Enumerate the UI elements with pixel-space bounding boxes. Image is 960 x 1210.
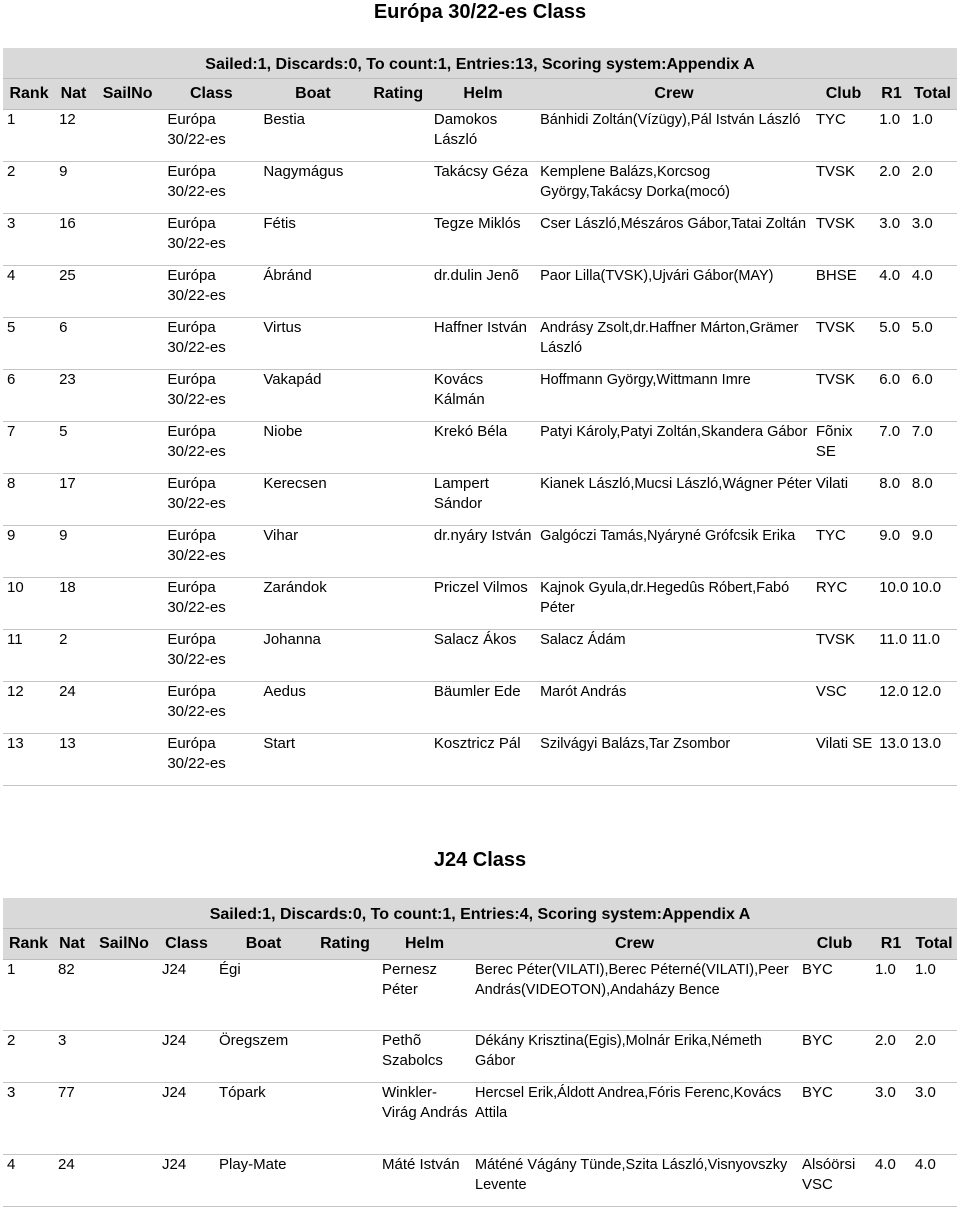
table-body xyxy=(3,960,957,1207)
total-cell: 11.0 xyxy=(908,630,957,682)
nat-cell: 17 xyxy=(55,474,92,526)
crew-cell: Kemplene Balázs,Korcsog György,Takácsy Dorka(mocó) xyxy=(536,162,812,214)
class-cell: Európa 30/22-es xyxy=(163,370,259,422)
boat-cell: Kerecsen xyxy=(259,474,366,526)
class-cell: Európa 30/22-es xyxy=(163,474,259,526)
rating-cell xyxy=(367,682,430,734)
sailno-cell xyxy=(92,162,163,214)
total-cell: 10.0 xyxy=(908,578,957,630)
helm-cell: Pethõ Szabolcs xyxy=(378,1031,471,1083)
boat-cell: Zarándok xyxy=(259,578,366,630)
class-cell: J24 xyxy=(158,1031,215,1083)
club-cell: TYC xyxy=(812,526,875,578)
helm-cell: Krekó Béla xyxy=(430,422,536,474)
column-header-club: Club xyxy=(812,79,875,110)
boat-cell: Virtus xyxy=(259,318,366,370)
crew-cell: Cser László,Mészáros Gábor,Tatai Zoltán xyxy=(536,214,812,266)
nat-cell: 24 xyxy=(54,1155,90,1207)
table-row xyxy=(3,110,957,162)
helm-cell: Tegze Miklós xyxy=(430,214,536,266)
sailno-cell xyxy=(92,266,163,318)
boat-cell: Égi xyxy=(215,960,312,1031)
crew-cell: Dékány Krisztina(Egis),Molnár Erika,Németh Gábor xyxy=(471,1031,798,1083)
sailno-cell xyxy=(90,1083,158,1155)
total-cell: 12.0 xyxy=(908,682,957,734)
boat-cell: Tópark xyxy=(215,1083,312,1155)
club-cell: VSC xyxy=(812,682,875,734)
nat-cell: 12 xyxy=(55,110,92,162)
club-cell: TVSK xyxy=(812,370,875,422)
column-header-boat: Boat xyxy=(215,929,312,960)
total-cell: 13.0 xyxy=(908,734,957,786)
boat-cell: Bestia xyxy=(259,110,366,162)
crew-cell: Paor Lilla(TVSK),Ujvári Gábor(MAY) xyxy=(536,266,812,318)
table-row xyxy=(3,474,957,526)
rank-cell: 6 xyxy=(3,370,55,422)
column-header-helm: Helm xyxy=(430,79,536,110)
crew-cell: Kianek László,Mucsi László,Wágner Péter xyxy=(536,474,812,526)
total-cell: 2.0 xyxy=(911,1031,957,1083)
total-cell: 6.0 xyxy=(908,370,957,422)
crew-cell: Bánhidi Zoltán(Vízügy),Pál István László xyxy=(536,110,812,162)
rating-cell xyxy=(312,960,378,1031)
boat-cell: Niobe xyxy=(259,422,366,474)
nat-cell: 13 xyxy=(55,734,92,786)
rank-cell: 1 xyxy=(3,960,54,1031)
column-header-r1: R1 xyxy=(871,929,911,960)
sailno-cell xyxy=(90,1031,158,1083)
r1-cell: 12.0 xyxy=(875,682,908,734)
crew-cell: Patyi Károly,Patyi Zoltán,Skandera Gábor xyxy=(536,422,812,474)
nat-cell: 5 xyxy=(55,422,92,474)
r1-cell: 11.0 xyxy=(875,630,908,682)
rating-cell xyxy=(367,370,430,422)
table-row xyxy=(3,630,957,682)
rank-cell: 4 xyxy=(3,1155,54,1207)
rank-cell: 7 xyxy=(3,422,55,474)
helm-cell: Lampert Sándor xyxy=(430,474,536,526)
total-cell: 3.0 xyxy=(911,1083,957,1155)
class-cell: Európa 30/22-es xyxy=(163,110,259,162)
rating-cell xyxy=(312,1083,378,1155)
r1-cell: 7.0 xyxy=(875,422,908,474)
helm-cell: Winkler-Virág András xyxy=(378,1083,471,1155)
results-table xyxy=(3,78,957,786)
club-cell: TVSK xyxy=(812,214,875,266)
sailno-cell xyxy=(92,682,163,734)
nat-cell: 18 xyxy=(55,578,92,630)
table-row xyxy=(3,682,957,734)
class-cell: Európa 30/22-es xyxy=(163,214,259,266)
rating-cell xyxy=(367,578,430,630)
nat-cell: 16 xyxy=(55,214,92,266)
table-header-row xyxy=(3,929,957,960)
rating-cell xyxy=(312,1031,378,1083)
helm-cell: dr.nyáry István xyxy=(430,526,536,578)
helm-cell: Haffner István xyxy=(430,318,536,370)
class-cell: Európa 30/22-es xyxy=(163,526,259,578)
helm-cell: Máté István xyxy=(378,1155,471,1207)
sailno-cell xyxy=(92,370,163,422)
helm-cell: Damokos László xyxy=(430,110,536,162)
total-cell: 4.0 xyxy=(911,1155,957,1207)
table-row xyxy=(3,318,957,370)
table-row xyxy=(3,162,957,214)
column-header-rating: Rating xyxy=(312,929,378,960)
column-header-rank: Rank xyxy=(3,79,55,110)
column-header-crew: Crew xyxy=(471,929,798,960)
club-cell: TVSK xyxy=(812,162,875,214)
column-header-nat: Nat xyxy=(55,79,92,110)
column-header-cls: Class xyxy=(163,79,259,110)
column-header-cls: Class xyxy=(158,929,215,960)
table-row xyxy=(3,960,957,1031)
table-row xyxy=(3,1083,957,1155)
boat-cell: Öregszem xyxy=(215,1031,312,1083)
column-header-helm: Helm xyxy=(378,929,471,960)
club-cell: BYC xyxy=(798,960,871,1031)
r1-cell: 2.0 xyxy=(875,162,908,214)
column-header-total: Total xyxy=(908,79,957,110)
column-header-boat: Boat xyxy=(259,79,366,110)
rating-cell xyxy=(367,630,430,682)
class-cell: Európa 30/22-es xyxy=(163,422,259,474)
class-title: Európa 30/22-es Class xyxy=(373,1,587,23)
column-header-nat: Nat xyxy=(54,929,90,960)
nat-cell: 3 xyxy=(54,1031,90,1083)
class-cell: Európa 30/22-es xyxy=(163,630,259,682)
rank-cell: 1 xyxy=(3,110,55,162)
nat-cell: 24 xyxy=(55,682,92,734)
sailno-cell xyxy=(92,474,163,526)
helm-cell: dr.dulin Jenõ xyxy=(430,266,536,318)
results-table xyxy=(3,928,957,1207)
helm-cell: Pernesz Péter xyxy=(378,960,471,1031)
class-cell: Európa 30/22-es xyxy=(163,682,259,734)
r1-cell: 8.0 xyxy=(875,474,908,526)
helm-cell: Bäumler Ede xyxy=(430,682,536,734)
club-cell: Vilati xyxy=(812,474,875,526)
table-row xyxy=(3,422,957,474)
sailno-cell xyxy=(92,422,163,474)
nat-cell: 77 xyxy=(54,1083,90,1155)
table-row xyxy=(3,578,957,630)
helm-cell: Priczel Vilmos xyxy=(430,578,536,630)
column-header-rating: Rating xyxy=(367,79,430,110)
rank-cell: 3 xyxy=(3,214,55,266)
boat-cell: Aedus xyxy=(259,682,366,734)
r1-cell: 3.0 xyxy=(875,214,908,266)
column-header-r1: R1 xyxy=(875,79,908,110)
column-header-sailno: SailNo xyxy=(90,929,158,960)
crew-cell: Marót András xyxy=(536,682,812,734)
class-cell: J24 xyxy=(158,1083,215,1155)
helm-cell: Takácsy Géza xyxy=(430,162,536,214)
rank-cell: 13 xyxy=(3,734,55,786)
club-cell: Fõnix SE xyxy=(812,422,875,474)
table-header-row xyxy=(3,79,957,110)
crew-cell: Andrásy Zsolt,dr.Haffner Márton,Grämer László xyxy=(536,318,812,370)
table-row xyxy=(3,370,957,422)
rank-cell: 12 xyxy=(3,682,55,734)
r1-cell: 6.0 xyxy=(875,370,908,422)
rank-cell: 9 xyxy=(3,526,55,578)
total-cell: 1.0 xyxy=(911,960,957,1031)
table-row xyxy=(3,266,957,318)
crew-cell: Szilvágyi Balázs,Tar Zsombor xyxy=(536,734,812,786)
r1-cell: 4.0 xyxy=(875,266,908,318)
crew-cell: Máténé Vágány Tünde,Szita László,Visnyovszky Levente xyxy=(471,1155,798,1207)
class-cell: Európa 30/22-es xyxy=(163,578,259,630)
club-cell: Vilati SE xyxy=(812,734,875,786)
nat-cell: 9 xyxy=(55,162,92,214)
boat-cell: Nagymágus xyxy=(259,162,366,214)
sailno-cell xyxy=(92,110,163,162)
nat-cell: 9 xyxy=(55,526,92,578)
column-header-crew: Crew xyxy=(536,79,812,110)
j24-section xyxy=(3,848,957,1207)
total-cell: 3.0 xyxy=(908,214,957,266)
nat-cell: 23 xyxy=(55,370,92,422)
rating-cell xyxy=(367,110,430,162)
boat-cell: Play-Mate xyxy=(215,1155,312,1207)
crew-cell: Hoffmann György,Wittmann Imre xyxy=(536,370,812,422)
rank-cell: 2 xyxy=(3,162,55,214)
club-cell: TVSK xyxy=(812,318,875,370)
boat-cell: Vihar xyxy=(259,526,366,578)
table-row xyxy=(3,1155,957,1207)
club-cell: TYC xyxy=(812,110,875,162)
rank-cell: 11 xyxy=(3,630,55,682)
column-header-club: Club xyxy=(798,929,871,960)
sailno-cell xyxy=(92,578,163,630)
r1-cell: 5.0 xyxy=(875,318,908,370)
total-cell: 8.0 xyxy=(908,474,957,526)
nat-cell: 6 xyxy=(55,318,92,370)
rank-cell: 2 xyxy=(3,1031,54,1083)
r1-cell: 9.0 xyxy=(875,526,908,578)
sailno-cell xyxy=(90,1155,158,1207)
r1-cell: 1.0 xyxy=(871,960,911,1031)
class-cell: J24 xyxy=(158,960,215,1031)
club-cell: Alsóörsi VSC xyxy=(798,1155,871,1207)
crew-cell: Kajnok Gyula,dr.Hegedûs Róbert,Fabó Péter xyxy=(536,578,812,630)
rating-cell xyxy=(367,474,430,526)
sailno-cell xyxy=(92,214,163,266)
nat-cell: 2 xyxy=(55,630,92,682)
table-row xyxy=(3,1031,957,1083)
crew-cell: Salacz Ádám xyxy=(536,630,812,682)
total-cell: 5.0 xyxy=(908,318,957,370)
rating-cell xyxy=(367,422,430,474)
rating-cell xyxy=(367,162,430,214)
total-cell: 7.0 xyxy=(908,422,957,474)
helm-cell: Kovács Kálmán xyxy=(430,370,536,422)
rank-cell: 5 xyxy=(3,318,55,370)
rating-cell xyxy=(367,318,430,370)
class-cell: Európa 30/22-es xyxy=(163,734,259,786)
crew-cell: Berec Péter(VILATI),Berec Péterné(VILATI),Peer András(VIDEOTON),Andaházy Bence xyxy=(471,960,798,1031)
rank-cell: 3 xyxy=(3,1083,54,1155)
rating-cell xyxy=(367,266,430,318)
rating-cell xyxy=(312,1155,378,1207)
total-cell: 9.0 xyxy=(908,526,957,578)
column-header-sailno: SailNo xyxy=(92,79,163,110)
boat-cell: Johanna xyxy=(259,630,366,682)
total-cell: 1.0 xyxy=(908,110,957,162)
club-cell: TVSK xyxy=(812,630,875,682)
total-cell: 2.0 xyxy=(908,162,957,214)
sailno-cell xyxy=(92,734,163,786)
sailno-cell xyxy=(90,960,158,1031)
europa-section xyxy=(3,0,957,786)
club-cell: BYC xyxy=(798,1083,871,1155)
sailno-cell xyxy=(92,630,163,682)
boat-cell: Start xyxy=(259,734,366,786)
column-header-rank: Rank xyxy=(3,929,54,960)
sailno-cell xyxy=(92,526,163,578)
nat-cell: 82 xyxy=(54,960,90,1031)
sailno-cell xyxy=(92,318,163,370)
table-row xyxy=(3,214,957,266)
rating-cell xyxy=(367,734,430,786)
r1-cell: 3.0 xyxy=(871,1083,911,1155)
club-cell: BHSE xyxy=(812,266,875,318)
r1-cell: 4.0 xyxy=(871,1155,911,1207)
boat-cell: Fétis xyxy=(259,214,366,266)
class-cell: Európa 30/22-es xyxy=(163,266,259,318)
column-header-total: Total xyxy=(911,929,957,960)
r1-cell: 13.0 xyxy=(875,734,908,786)
table-row xyxy=(3,734,957,786)
rank-cell: 10 xyxy=(3,578,55,630)
crew-cell: Galgóczi Tamás,Nyáryné Grófcsik Erika xyxy=(536,526,812,578)
table-row xyxy=(3,526,957,578)
results-info: Sailed:1, Discards:0, To count:1, Entries:4, Scoring system:Appendix A xyxy=(3,898,957,928)
r1-cell: 10.0 xyxy=(875,578,908,630)
crew-cell: Hercsel Erik,Áldott Andrea,Fóris Ferenc,Kovács Attila xyxy=(471,1083,798,1155)
rank-cell: 8 xyxy=(3,474,55,526)
class-cell: Európa 30/22-es xyxy=(163,162,259,214)
nat-cell: 25 xyxy=(55,266,92,318)
rating-cell xyxy=(367,214,430,266)
helm-cell: Kosztricz Pál xyxy=(430,734,536,786)
rank-cell: 4 xyxy=(3,266,55,318)
boat-cell: Ábránd xyxy=(259,266,366,318)
r1-cell: 2.0 xyxy=(871,1031,911,1083)
helm-cell: Salacz Ákos xyxy=(430,630,536,682)
results-info: Sailed:1, Discards:0, To count:1, Entries:13, Scoring system:Appendix A xyxy=(3,48,957,78)
total-cell: 4.0 xyxy=(908,266,957,318)
rating-cell xyxy=(367,526,430,578)
club-cell: RYC xyxy=(812,578,875,630)
club-cell: BYC xyxy=(798,1031,871,1083)
boat-cell: Vakapád xyxy=(259,370,366,422)
class-title: J24 Class xyxy=(433,849,527,871)
class-cell: J24 xyxy=(158,1155,215,1207)
class-cell: Európa 30/22-es xyxy=(163,318,259,370)
r1-cell: 1.0 xyxy=(875,110,908,162)
table-body xyxy=(3,110,957,786)
